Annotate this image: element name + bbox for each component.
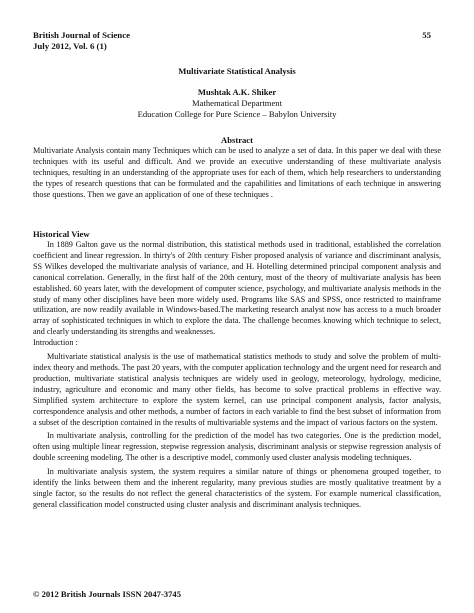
body-text — [33, 240, 441, 511]
historical-paragraph: In 1889 Galton gave us the normal distribution, this statistical methods used in traditional, established the correlation coefficient and linear regression. In thirty's of 20th century Fisher proposed analysis of variance and discriminant analysis, SS Wilkes developed the multivariate analysis of variance, and H. Hotelling determined principal component analysis and canonical correlation. Generally, in the first half of the 20th century, most of the theory of multivariate analysis has been established. 60 years later, with the development of computer science, psychology, and multivariate analysis methods in the study of many other disciplines have been more widely used. Programs like SAS and SPSS, once restricted to mainframe utilization, are now readily available in Windows-based.The marketing research analyst now has access to a much broader array of sophisticated techniques in which to explore the data. The challenge becomes knowing which technique to select, and clearly understanding its strengths and weaknesses. — [33, 240, 441, 337]
author-affiliation: Education College for Pure Science – Babylon University — [137, 109, 337, 120]
paper-title: Multivariate Statistical Analysis — [178, 66, 296, 76]
journal-name: British Journal of Science — [33, 30, 131, 40]
journal-issue: July 2012, Vol. 6 (1) — [33, 41, 107, 51]
page-number: 55 — [422, 30, 431, 40]
copyright-footer: © 2012 British Journals ISSN 2047-3745 — [33, 589, 181, 599]
abstract-heading: Abstract — [221, 135, 253, 145]
running-header — [33, 30, 441, 52]
abstract-text: Multivariate Analysis contain many Techniques which can be used to analyze a set of data. In this paper we deal with these techniques with its useful and difficult. And we provide an executive understanding of these multivariate analysis techniques, resulting in an understanding of the appropriate uses for each of them, which help researchers to understanding the types of research questions that can be formulated and the capabilities and limitations of each technique in answering those questions. Then we gave an application of one of these techniques . — [33, 146, 441, 199]
introduction-heading: Introduction : — [33, 338, 78, 348]
author-block — [33, 87, 441, 121]
author-department: Mathematical Department — [192, 98, 282, 109]
introduction-paragraph-1: Multivariate statistical analysis is the use of mathematical statistics methods to study and solve the problem of multi-index theory and methods. The past 20 years, with the computer application technology and the urgent need for research and production, multivariate statistical analysis techniques are widely used in geology, meteorology, hydrology, medicine, industry, agriculture and economic and many other fields, has become to solve practical problems in effective way. Simplified system architecture to explore the system kernel, can use principal component analysis, factor analysis, correspondence analysis and other methods, a number of factors in each variable to find the best subset of information from a subset of the description contained in the results of multivariable systems and the impact of various factors on the system. — [33, 352, 441, 427]
historical-view-heading: Historical View — [33, 229, 90, 239]
author-name: Mushtak A.K. Shiker — [197, 87, 277, 97]
introduction-paragraph-3: In multivariate analysis system, the system requires a similar nature of things or phenomena grouped together, to identify the links between them and the inherent regularity, many previous studies are mostly qualitative treatment by a single factor, so the results do not reflect the general characteristics of the system. For example numerical classification, general classification model constructed using cluster analysis and discriminant analysis techniques. — [33, 467, 441, 509]
introduction-paragraph-2: In multivariate analysis, controlling for the prediction of the model has two categories. One is the prediction model, often using multiple linear regression, stepwise regression analysis, discriminant analysis or stepwise regression analysis of double screening modeling. The other is a descriptive model, commonly used cluster analysis modeling techniques. — [33, 431, 441, 463]
